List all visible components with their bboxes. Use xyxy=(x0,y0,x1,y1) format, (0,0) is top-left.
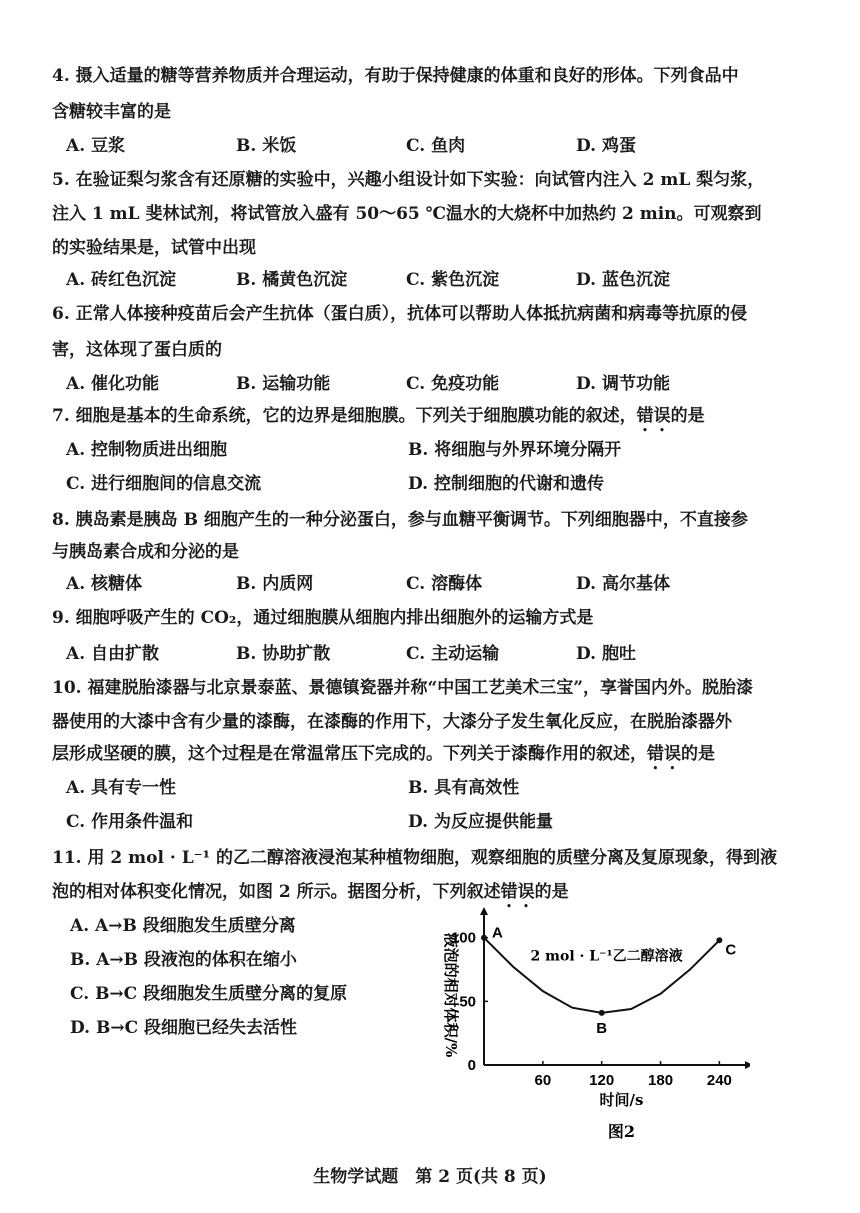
option-b[interactable]: B. 橘黄色沉淀 xyxy=(236,270,348,290)
option-a[interactable]: A. 催化功能 xyxy=(66,374,160,394)
option-c[interactable]: C. 溶酶体 xyxy=(406,574,483,594)
vacuole-volume-chart xyxy=(420,905,750,1145)
question-10-line-3 xyxy=(52,740,820,774)
option-d[interactable]: D. 为反应提供能量 xyxy=(408,812,553,832)
question-6-line-2: 害，这体现了蛋白质的 xyxy=(52,340,222,360)
x-axis-label: 时间/s xyxy=(599,1091,644,1109)
data-point xyxy=(599,1010,605,1016)
question-5-line-3: 的实验结果是，试管中出现 xyxy=(52,238,256,258)
y-tick-label: 50 xyxy=(459,993,476,1011)
point-label: B xyxy=(596,1019,608,1037)
x-tick-label: 180 xyxy=(648,1072,674,1089)
question-5-line-1: 5. 在验证梨匀浆含有还原糖的实验中，兴趣小组设计如下实验：向试管内注入 2 mL 梨匀浆， xyxy=(52,170,765,190)
point-label: A xyxy=(492,924,503,942)
question-10-options-row-2 xyxy=(66,808,826,836)
x-tick-label: 120 xyxy=(589,1072,615,1089)
option-b[interactable]: B. 协助扩散 xyxy=(236,644,331,664)
option-b[interactable]: B. 内质网 xyxy=(236,574,314,594)
question-10-options-row-1 xyxy=(66,774,826,802)
series-label: 2 mol · L⁻¹乙二醇溶液 xyxy=(530,948,683,965)
option-a[interactable]: A. A→B 段细胞发生质壁分离 xyxy=(70,916,296,936)
option-a[interactable]: A. 豆浆 xyxy=(66,136,126,156)
option-b[interactable]: B. 具有高效性 xyxy=(408,778,520,798)
question-8-options xyxy=(66,570,826,598)
option-a[interactable]: A. 控制物质进出细胞 xyxy=(66,440,228,460)
option-b[interactable]: B. 米饭 xyxy=(236,136,297,156)
option-d[interactable]: D. 高尔基体 xyxy=(576,574,670,594)
option-d[interactable]: D. 调节功能 xyxy=(576,374,670,394)
figure-caption: 图2 xyxy=(607,1122,636,1141)
option-c[interactable]: C. 进行细胞间的信息交流 xyxy=(66,474,262,494)
question-7-options-row-2 xyxy=(66,470,826,498)
question-5-line-2: 注入 1 mL 斐林试剂，将试管放入盛有 50～65 ℃温水的大烧杯中加热约 2 min。可观察到 xyxy=(52,204,762,224)
option-d[interactable]: D. 控制细胞的代谢和遗传 xyxy=(408,474,604,494)
option-c[interactable]: C. B→C 段细胞发生质壁分离的复原 xyxy=(70,984,348,1004)
option-c[interactable]: C. 鱼肉 xyxy=(406,136,466,156)
question-8-line-2: 与胰岛素合成和分泌的是 xyxy=(52,542,239,562)
option-b[interactable]: B. 运输功能 xyxy=(236,374,331,394)
question-4-line-2: 含糖较丰富的是 xyxy=(52,102,171,122)
question-10-line-2: 器使用的大漆中含有少量的漆酶，在漆酶的作用下，大漆分子发生氧化反应，在脱胎漆器外 xyxy=(52,712,732,732)
option-d[interactable]: D. B→C 段细胞已经失去活性 xyxy=(70,1018,298,1038)
data-point xyxy=(716,937,722,943)
option-a[interactable]: A. 核糖体 xyxy=(66,574,143,594)
question-11-stem: 泡的相对体积变化情况，如图 2 所示。据图分析，下列叙述 xyxy=(52,882,501,902)
option-c[interactable]: C. 免疫功能 xyxy=(406,374,500,394)
data-point xyxy=(481,935,487,941)
emphasis-wrong: 错误 xyxy=(636,406,671,426)
question-7-line-1 xyxy=(52,402,820,436)
option-c[interactable]: C. 紫色沉淀 xyxy=(406,270,500,290)
option-d[interactable]: D. 鸡蛋 xyxy=(576,136,636,156)
x-tick-label: 60 xyxy=(534,1072,552,1089)
y-axis-arrow xyxy=(480,907,488,915)
question-7-tail: 的是 xyxy=(670,406,705,426)
option-d[interactable]: D. 胞吐 xyxy=(576,644,636,664)
question-6-line-1: 6. 正常人体接种疫苗后会产生抗体（蛋白质），抗体可以帮助人体抵抗病菌和病毒等抗原的侵 xyxy=(52,304,748,324)
option-d[interactable]: D. 蓝色沉淀 xyxy=(576,270,670,290)
option-b[interactable]: B. A→B 段液泡的体积在缩小 xyxy=(70,950,297,970)
question-6-options xyxy=(66,370,826,398)
question-5-options xyxy=(66,266,826,294)
question-4-options xyxy=(66,132,826,160)
option-a[interactable]: A. 自由扩散 xyxy=(66,644,160,664)
option-a[interactable]: A. 具有专一性 xyxy=(66,778,177,798)
question-7-stem: 7. 细胞是基本的生命系统，它的边界是细胞膜。下列关于细胞膜功能的叙述， xyxy=(52,406,637,426)
y-axis-label: 液泡的相对体积/% xyxy=(442,932,460,1058)
y-tick-label: 100 xyxy=(450,929,476,947)
question-11-tail: 的是 xyxy=(534,882,569,902)
question-7-options-row-1 xyxy=(66,436,826,464)
option-b[interactable]: B. 将细胞与外界环境分隔开 xyxy=(408,440,622,460)
emphasis-wrong: 错误 xyxy=(647,744,681,764)
option-c[interactable]: C. 作用条件温和 xyxy=(66,812,194,832)
question-10-tail: 的是 xyxy=(681,744,715,764)
question-11-line-1: 11. 用 2 mol · L⁻¹ 的乙二醇溶液浸泡某种植物细胞，观察细胞的质壁分离及复原现象，得到液 xyxy=(52,848,777,868)
question-9-options xyxy=(66,640,826,668)
x-axis-arrow xyxy=(745,1061,750,1069)
emphasis-wrong: 错误 xyxy=(500,882,535,902)
question-10-line-1: 10. 福建脱胎漆器与北京景泰蓝、景德镇瓷器并称“中国工艺美术三宝”，享誉国内外。脱胎漆 xyxy=(52,678,754,698)
question-10-stem: 层形成坚硬的膜，这个过程是在常温常压下完成的。下列关于漆酶作用的叙述， xyxy=(52,744,647,764)
page-footer: 生物学试题 第 2 页(共 8 页) xyxy=(313,1167,547,1187)
point-label: C xyxy=(725,941,737,959)
option-c[interactable]: C. 主动运输 xyxy=(406,644,500,664)
question-8-line-1: 8. 胰岛素是胰岛 B 细胞产生的一种分泌蛋白，参与血糖平衡调节。下列细胞器中，不直接参 xyxy=(52,510,748,530)
question-4-line-1: 4. 摄入适量的糖等营养物质并合理运动，有助于保持健康的体重和良好的形体。下列食品中 xyxy=(52,66,739,86)
question-9-line-1: 9. 细胞呼吸产生的 CO₂，通过细胞膜从细胞内排出细胞外的运输方式是 xyxy=(52,608,594,628)
x-tick-label: 240 xyxy=(706,1072,732,1089)
option-a[interactable]: A. 砖红色沉淀 xyxy=(66,270,177,290)
y-tick-label: 0 xyxy=(467,1057,476,1074)
